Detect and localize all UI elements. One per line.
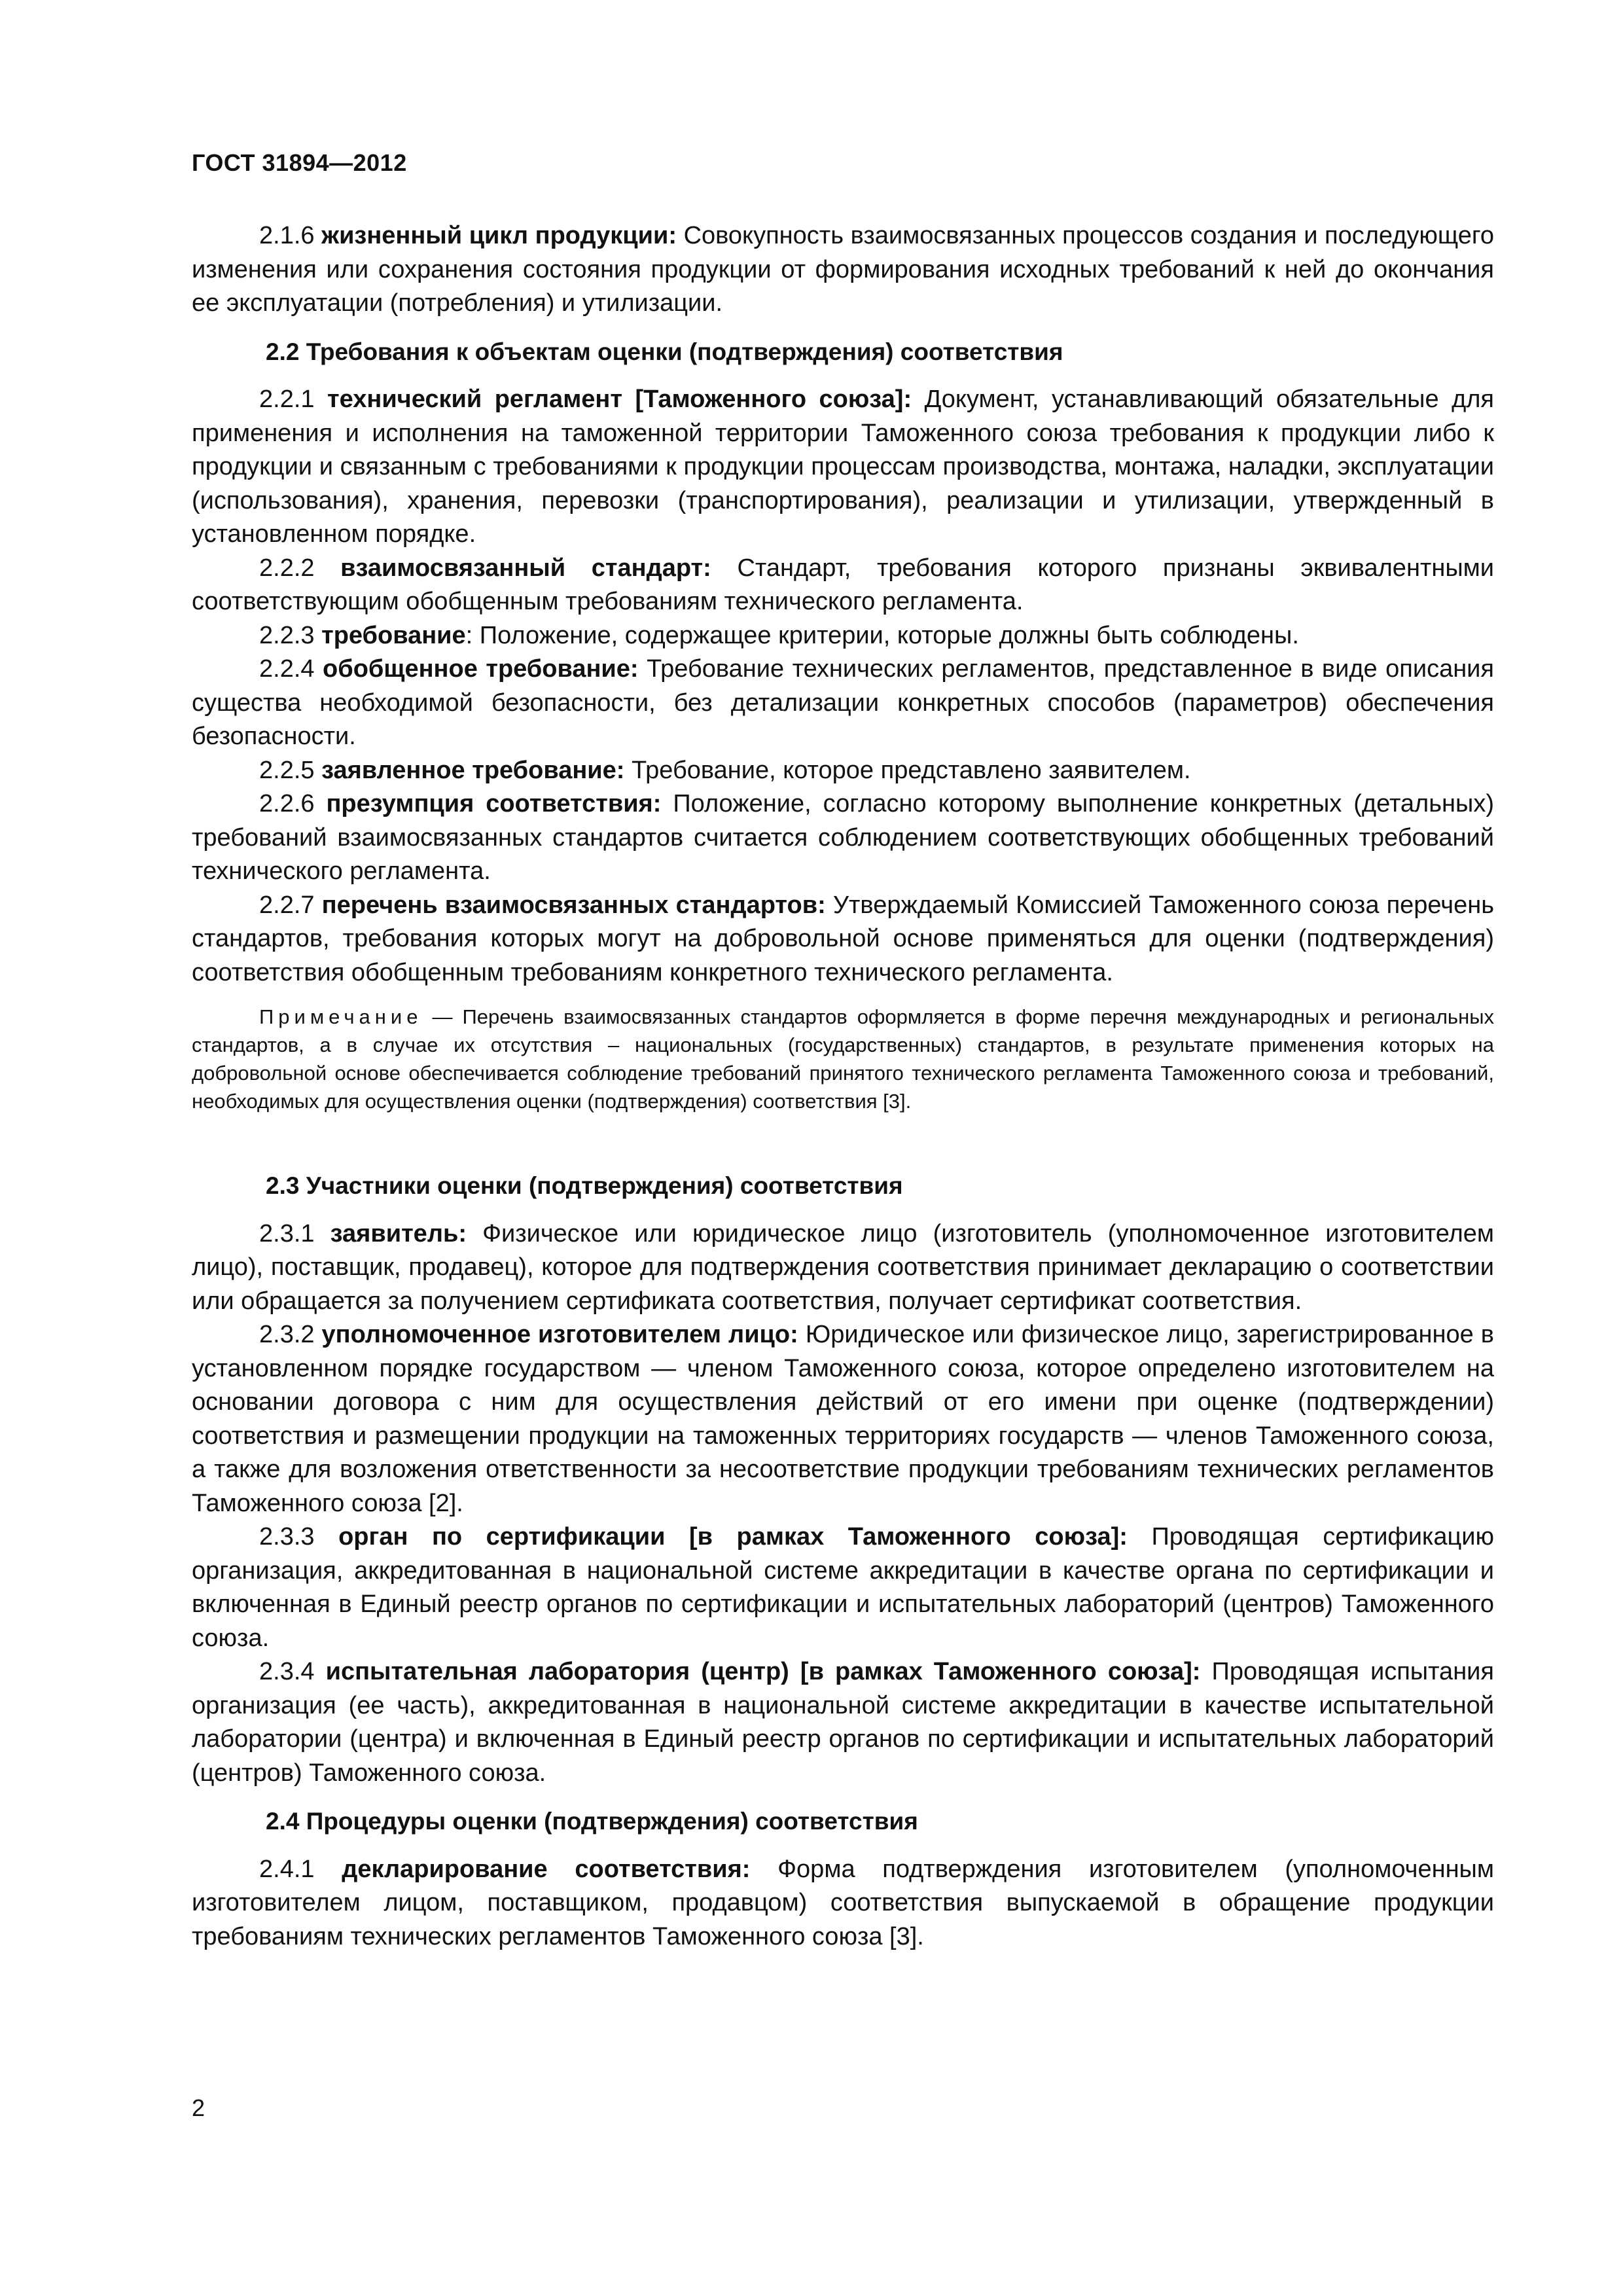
clause-number: 2.2.1 <box>259 386 315 413</box>
definition: Физическое или юридическое лицо (изготовитель (уполномоченное изготовителем лицо), поставщик, продавец), которое для подтверждения соответствия принимает декларацию о соответствии или обращается за получением сертификата соответствия, получает сертификат соответствия. <box>192 1219 1495 1315</box>
clause-number: 2.3.1 <box>259 1219 315 1247</box>
spacer <box>192 1115 1494 1155</box>
term: уполномоченное изготовителем лицо: <box>321 1321 798 1348</box>
term: заявитель: <box>330 1219 467 1247</box>
clause-2-2-3 <box>192 619 1494 653</box>
term: взаимосвязанный стандарт: <box>340 554 711 582</box>
term: декларирование соответствия: <box>342 1855 751 1883</box>
clause-number: 2.1.6 <box>259 222 315 249</box>
definition: Совокупность взаимосвязанных процессов создания и последующего изменения или сохранения состояния продукции от формирования исходных требований к ней до окончания ее эксплуатации (потребления) и утилизации. <box>192 222 1494 317</box>
clause-2-2-6 <box>192 787 1494 889</box>
page-number: 2 <box>192 2094 205 2121</box>
term: орган по сертификации [в рамках Таможенного союза]: <box>338 1523 1128 1551</box>
clause-number: 2.2.3 <box>259 621 315 649</box>
clause-number: 2.2.5 <box>259 756 315 784</box>
definition: Утверждаемый Комиссией Таможенного союза перечень стандартов, требования которых могут на добровольной основе применяться для оценки (подтверждения) соответствия обобщенным требованиям конкретного технического регламента. <box>192 891 1495 986</box>
term: испытательная лаборатория (центр) [в рамках Таможенного союза]: <box>325 1658 1201 1685</box>
clause-number: 2.3.4 <box>259 1658 315 1685</box>
term: перечень взаимосвязанных стандартов: <box>321 891 826 919</box>
clause-number: 2.2.4 <box>259 655 315 683</box>
clause-number: 2.2.2 <box>259 554 315 582</box>
definition: : Положение, содержащее критерии, которые должны быть соблюдены. <box>465 621 1299 649</box>
note-text: — Перечень взаимосвязанных стандартов оформляется в форме перечня международных и региональных стандартов, а в случае их отсутствия – национальных (государственных) стандартов, в результате применения которых на добровольной основе обеспечивается соблюдение требований принятого технического регламента Таможенного союза и требований, необходимых для осуществления оценки (подтверждения) соответствия [3]. <box>192 1005 1494 1113</box>
clause-2-2-4 <box>192 653 1494 754</box>
clause-2-2-7 <box>192 889 1494 990</box>
clause-2-2-1 <box>192 383 1494 552</box>
clause-2-3-1 <box>192 1217 1494 1319</box>
definition: Проводящая испытания организация (ее часть), аккредитованная в национальной системе аккредитации в качестве испытательной лаборатории (центра) и включенная в Единый реестр органов по сертификации и испытательных лабораторий (центров) Таможенного союза. <box>192 1658 1494 1787</box>
clause-2-3-2 <box>192 1318 1494 1520</box>
clause-2-3-3 <box>192 1520 1494 1655</box>
clause-number: 2.4.1 <box>259 1855 315 1883</box>
clause-2-2-2 <box>192 552 1494 619</box>
section-title-2-4: 2.4 Процедуры оценки (подтверждения) соответствия <box>266 1808 918 1835</box>
clause-number: 2.3.2 <box>259 1321 315 1348</box>
clause-2-3-4 <box>192 1655 1494 1790</box>
term: жизненный цикл продукции: <box>321 222 677 249</box>
term: требование <box>321 621 466 649</box>
term: обобщенное требование: <box>323 655 639 683</box>
definition: Юридическое или физическое лицо, зарегистрированное в установленном порядке государством — членом Таможенного союза, которое определено изготовителем на основании договора с ним для осуществления действий от его имени при оценке (подтверждении) соответствия и размещении продукции на таможенных территориях государств — членов Таможенного союза, а также для возложения ответственности за несоответствие продукции требованиям технических регламентов Таможенного союза [2]. <box>192 1321 1494 1517</box>
clause-number: 2.3.3 <box>259 1523 315 1551</box>
note-label: Примечание <box>259 1005 423 1028</box>
section-title-2-3: 2.3 Участники оценки (подтверждения) соответствия <box>266 1172 903 1199</box>
clause-2-1-6 <box>192 219 1494 321</box>
term: технический регламент [Таможенного союза]: <box>327 386 912 413</box>
definition: Проводящая сертификацию организация, аккредитованная в национальной системе аккредитации в качестве органа по сертификации и включенная в Единый реестр органов по сертификации и испытательных лабораторий (центров) Таможенного союза. <box>192 1523 1495 1652</box>
note <box>192 1003 1494 1115</box>
definition: Стандарт, требования которого признаны эквивалентными соответствующим обобщенным требованиям технического регламента. <box>192 554 1494 615</box>
document-header: ГОСТ 31894—2012 <box>192 149 407 176</box>
definition: Положение, согласно которому выполнение конкретных (детальных) требований взаимосвязанных стандартов считается соблюдением соответствующих обобщенных требований технического регламента. <box>192 790 1494 885</box>
clause-2-2-5 <box>192 754 1494 788</box>
definition: Требование технических регламентов, представленное в виде описания существа необходимой безопасности, без детализации конкретных способов (параметров) обеспечения безопасности. <box>192 655 1494 750</box>
clause-number: 2.2.6 <box>259 790 315 817</box>
definition: Документ, устанавливающий обязательные для применения и исполнения на таможенной территории Таможенного союза требования к продукции либо к продукции и связанным с требованиями к продукции процессам производства, монтажа, наладки, эксплуатации (использования), хранения, перевозки (транспортирования), реализации и утилизации, утвержденный в установленном порядке. <box>192 386 1494 548</box>
section-title-2-2: 2.2 Требования к объектам оценки (подтверждения) соответствия <box>266 338 1063 365</box>
definition: Требование, которое представлено заявителем. <box>632 756 1191 784</box>
clause-2-4-1 <box>192 1853 1494 1954</box>
clause-number: 2.2.7 <box>259 891 315 919</box>
definition: Форма подтверждения изготовителем (уполномоченным изготовителем лицом, поставщиком, продавцом) соответствия выпускаемой в обращение продукции требованиям технических регламентов Таможенного союза [3]. <box>192 1855 1494 1950</box>
document-body <box>192 219 1494 1954</box>
term: презумпция соответствия: <box>326 790 662 817</box>
term: заявленное требование: <box>321 756 625 784</box>
